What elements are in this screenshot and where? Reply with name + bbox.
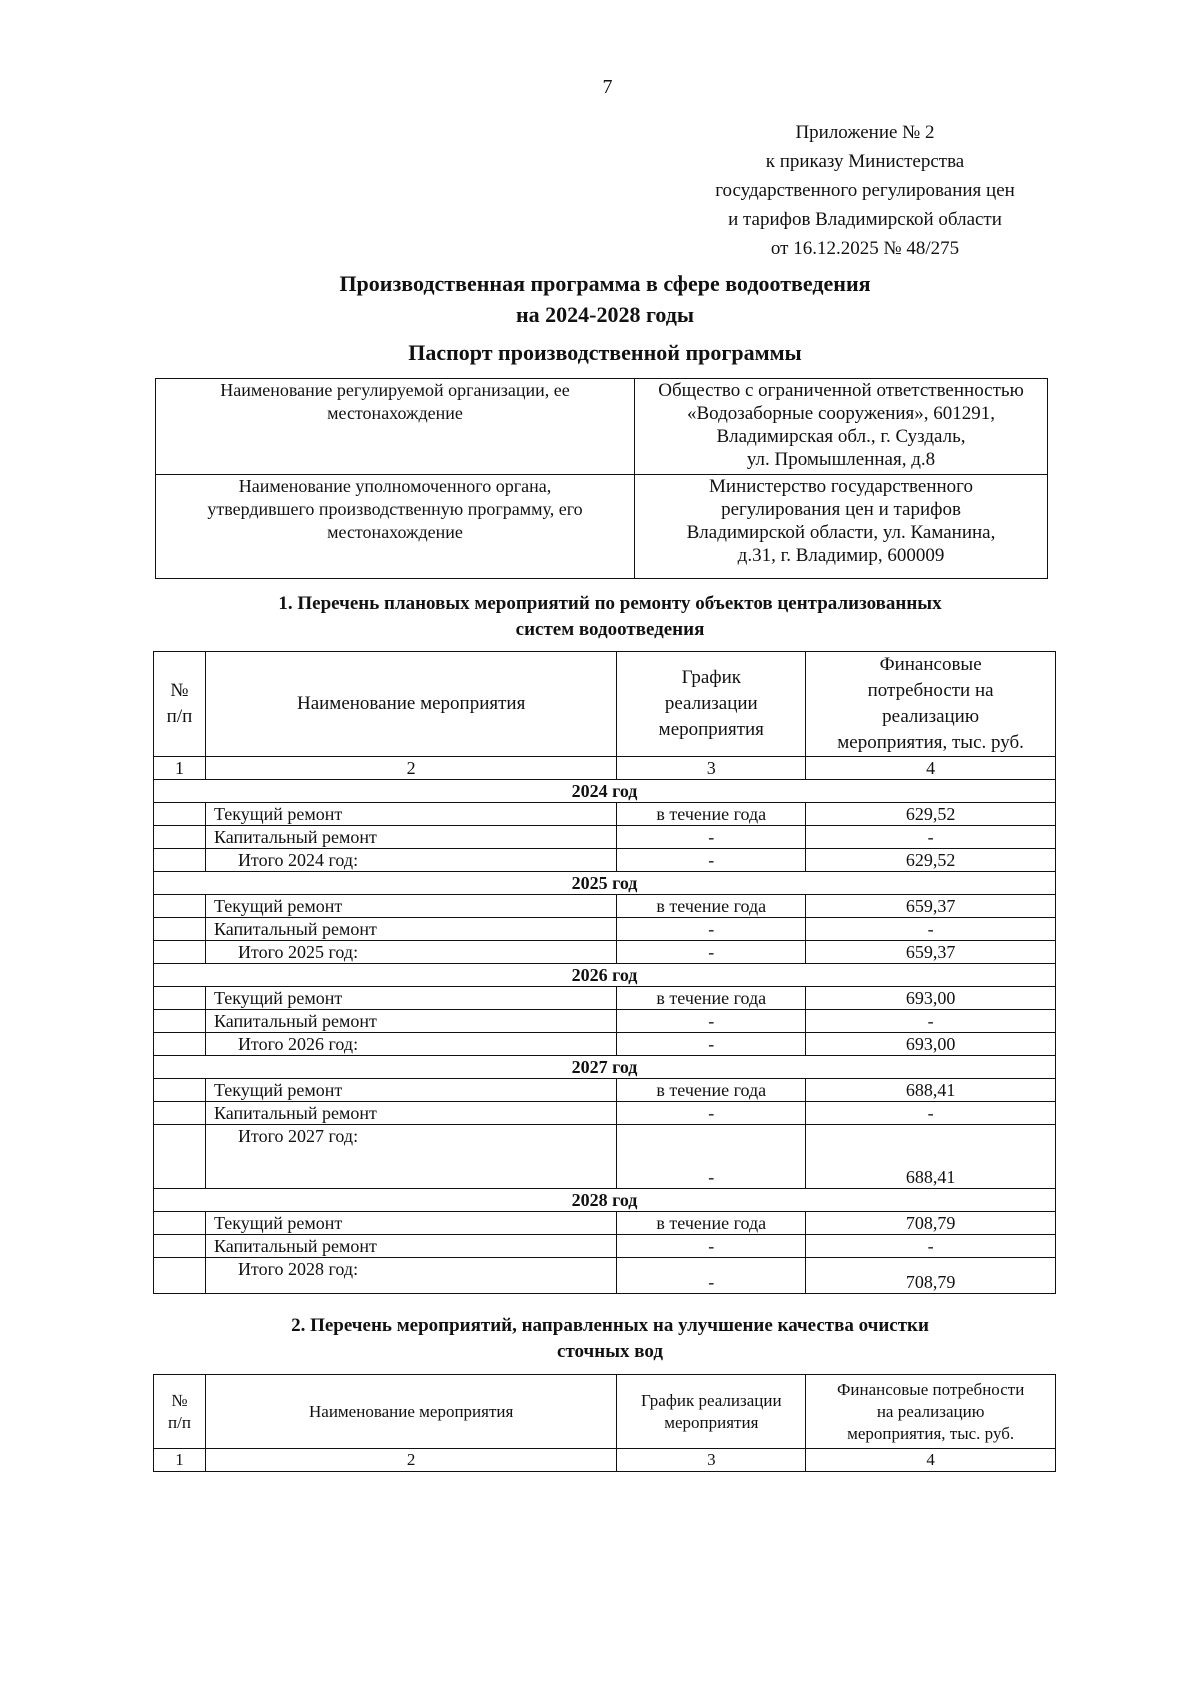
text-line: д.31, г. Владимир, 600009 [737, 545, 945, 566]
year-row [154, 1189, 1056, 1212]
column-header [205, 652, 616, 757]
text-line: 1. Перечень плановых мероприятий по ремонту объектов централизованных [278, 593, 942, 614]
row-number [154, 987, 206, 1010]
row-number [154, 1125, 206, 1189]
year-row [154, 964, 1056, 987]
activity-name: Итого 2026 год: [205, 1033, 616, 1056]
table-row [154, 895, 1056, 918]
text-line: Наименование регулируемой организации, ее [220, 380, 570, 400]
text-line: 2. Перечень мероприятий, направленных на улучшение качества очистки [291, 1315, 929, 1336]
table-row [154, 1079, 1056, 1102]
passport-label [156, 475, 635, 579]
row-number [154, 826, 206, 849]
column-number: 1 [154, 1449, 206, 1472]
text-line: Министерство государственного [709, 476, 973, 497]
text-line: Приложение № 2 [795, 122, 935, 143]
text-line: реализацию [882, 706, 980, 727]
text-line: на 2024-2028 годы [515, 302, 695, 327]
table-row [154, 987, 1056, 1010]
column-number-row [154, 757, 1056, 780]
passport-title: Паспорт производственной программы [408, 340, 802, 365]
amount: 688,41 [806, 1125, 1056, 1189]
passport-table [155, 378, 1048, 579]
year-row [154, 872, 1056, 895]
text-line: Владимирской области, ул. Каманина, [686, 522, 996, 543]
page-number: 7 [602, 76, 613, 98]
activity-name: Итого 2027 год: [205, 1125, 616, 1189]
text-line: Наименование мероприятия [309, 1401, 514, 1421]
text-line: государственного регулирования цен [715, 180, 1015, 201]
row-number [154, 803, 206, 826]
text-line: п/п [166, 706, 193, 727]
text-line: реализации [664, 693, 758, 714]
amount: - [806, 1235, 1056, 1258]
text-line: «Водозаборные сооружения», 601291, [686, 403, 996, 424]
amount: 693,00 [806, 1033, 1056, 1056]
text-line: № [170, 680, 189, 701]
appendix-block [700, 118, 1030, 263]
text-line: и тарифов Владимирской области [728, 209, 1002, 230]
schedule: - [617, 826, 806, 849]
schedule: - [617, 1258, 806, 1294]
text-line: Финансовые [879, 654, 982, 675]
text-line: Наименование уполномоченного органа, [238, 476, 552, 496]
row-number [154, 1079, 206, 1102]
row-number [154, 849, 206, 872]
passport-value [635, 475, 1048, 579]
activity-name: Капитальный ремонт [205, 826, 616, 849]
row-number [154, 941, 206, 964]
total-row [154, 941, 1056, 964]
schedule: в течение года [617, 1079, 806, 1102]
text-line: местонахождение [327, 403, 463, 423]
schedule: - [617, 1235, 806, 1258]
column-header [617, 652, 806, 757]
amount: 688,41 [806, 1079, 1056, 1102]
table-row [154, 1235, 1056, 1258]
year-label: 2028 год [154, 1189, 1056, 1212]
text-line: Финансовые потребности [836, 1379, 1025, 1399]
text-line: потребности на [867, 680, 994, 701]
schedule: в течение года [617, 1212, 806, 1235]
column-header [617, 1375, 806, 1449]
total-row [154, 1033, 1056, 1056]
table-row [154, 1212, 1056, 1235]
header-row [154, 652, 1056, 757]
schedule: - [617, 1033, 806, 1056]
row-number [154, 1258, 206, 1294]
activity-name: Текущий ремонт [205, 1079, 616, 1102]
passport-value [635, 379, 1048, 475]
amount: 659,37 [806, 941, 1056, 964]
activity-name: Текущий ремонт [205, 987, 616, 1010]
text-line: на реализацию [876, 1401, 985, 1421]
text-line: ул. Промышленная, д.8 [746, 449, 936, 470]
column-number: 3 [617, 1449, 806, 1472]
text-line: мероприятия, тыс. руб. [837, 732, 1024, 753]
total-row [154, 1125, 1056, 1189]
year-label: 2026 год [154, 964, 1056, 987]
amount: 693,00 [806, 987, 1056, 1010]
schedule: - [617, 1010, 806, 1033]
activity-name: Текущий ремонт [205, 895, 616, 918]
row-number [154, 1010, 206, 1033]
text-line: регулирования цен и тарифов [721, 499, 961, 520]
activity-name: Капитальный ремонт [205, 918, 616, 941]
amount: 629,52 [806, 803, 1056, 826]
table-row [154, 1010, 1056, 1033]
schedule: в течение года [617, 803, 806, 826]
amount: 708,79 [806, 1258, 1056, 1294]
schedule: - [617, 941, 806, 964]
amount: 659,37 [806, 895, 1056, 918]
column-number-row [154, 1449, 1056, 1472]
column-header [154, 652, 206, 757]
year-label: 2027 год [154, 1056, 1056, 1079]
schedule: в течение года [617, 895, 806, 918]
header-row [154, 1375, 1056, 1449]
year-row [154, 780, 1056, 803]
text-line: мероприятия [664, 1412, 759, 1432]
text-line: Производственная программа в сфере водоотведения [339, 271, 871, 296]
amount: - [806, 826, 1056, 849]
column-number: 2 [205, 1449, 616, 1472]
text-line: График реализации [641, 1390, 782, 1410]
passport-row [156, 379, 1048, 475]
text-line: утвердившего производственную программу, его [207, 499, 583, 519]
row-number [154, 1212, 206, 1235]
row-number [154, 895, 206, 918]
amount: 629,52 [806, 849, 1056, 872]
text-line: сточных вод [557, 1341, 663, 1362]
table-row [154, 918, 1056, 941]
total-row [154, 1258, 1056, 1294]
row-number [154, 918, 206, 941]
text-line: от 16.12.2025 № 48/275 [770, 238, 960, 259]
text-line: местонахождение [327, 522, 463, 542]
text-line: Общество с ограниченной ответственностью [658, 380, 1024, 401]
amount: - [806, 1102, 1056, 1125]
text-line: Наименование мероприятия [296, 693, 526, 714]
amount: - [806, 918, 1056, 941]
table-row [154, 826, 1056, 849]
activity-name: Капитальный ремонт [205, 1235, 616, 1258]
passport-row [156, 475, 1048, 579]
wastewater-quality-table [153, 1374, 1056, 1472]
column-header [205, 1375, 616, 1449]
schedule: - [617, 918, 806, 941]
row-number [154, 1033, 206, 1056]
column-number: 1 [154, 757, 206, 780]
activity-name: Итого 2028 год: [205, 1258, 616, 1294]
year-label: 2025 год [154, 872, 1056, 895]
activity-name: Капитальный ремонт [205, 1102, 616, 1125]
section1-heading [170, 591, 1050, 643]
activity-name: Капитальный ремонт [205, 1010, 616, 1033]
schedule: в течение года [617, 987, 806, 1010]
column-number: 3 [617, 757, 806, 780]
text-line: Владимирская обл., г. Суздаль, [716, 426, 966, 447]
row-number [154, 1235, 206, 1258]
activity-name: Итого 2025 год: [205, 941, 616, 964]
text-line: к приказу Министерства [765, 151, 965, 172]
text-line: мероприятия [658, 719, 764, 740]
activity-name: Итого 2024 год: [205, 849, 616, 872]
activity-name: Текущий ремонт [205, 1212, 616, 1235]
activity-name: Текущий ремонт [205, 803, 616, 826]
schedule: - [617, 1102, 806, 1125]
amount: - [806, 1010, 1056, 1033]
text-line: График [681, 667, 742, 688]
document-title [200, 268, 1010, 330]
year-row [154, 1056, 1056, 1079]
table-row [154, 803, 1056, 826]
text-line: № [171, 1390, 188, 1410]
column-number: 4 [806, 1449, 1056, 1472]
row-number [154, 1102, 206, 1125]
passport-label [156, 379, 635, 475]
column-header [154, 1375, 206, 1449]
repair-plan-table [153, 651, 1056, 1294]
column-header [806, 1375, 1056, 1449]
amount: 708,79 [806, 1212, 1056, 1235]
column-number: 2 [205, 757, 616, 780]
table-row [154, 1102, 1056, 1125]
column-number: 4 [806, 757, 1056, 780]
text-line: систем водоотведения [515, 619, 705, 640]
column-header [806, 652, 1056, 757]
schedule: - [617, 849, 806, 872]
total-row [154, 849, 1056, 872]
year-label: 2024 год [154, 780, 1056, 803]
text-line: п/п [168, 1412, 191, 1432]
schedule: - [617, 1125, 806, 1189]
text-line: мероприятия, тыс. руб. [847, 1423, 1015, 1443]
section2-heading [170, 1313, 1050, 1365]
